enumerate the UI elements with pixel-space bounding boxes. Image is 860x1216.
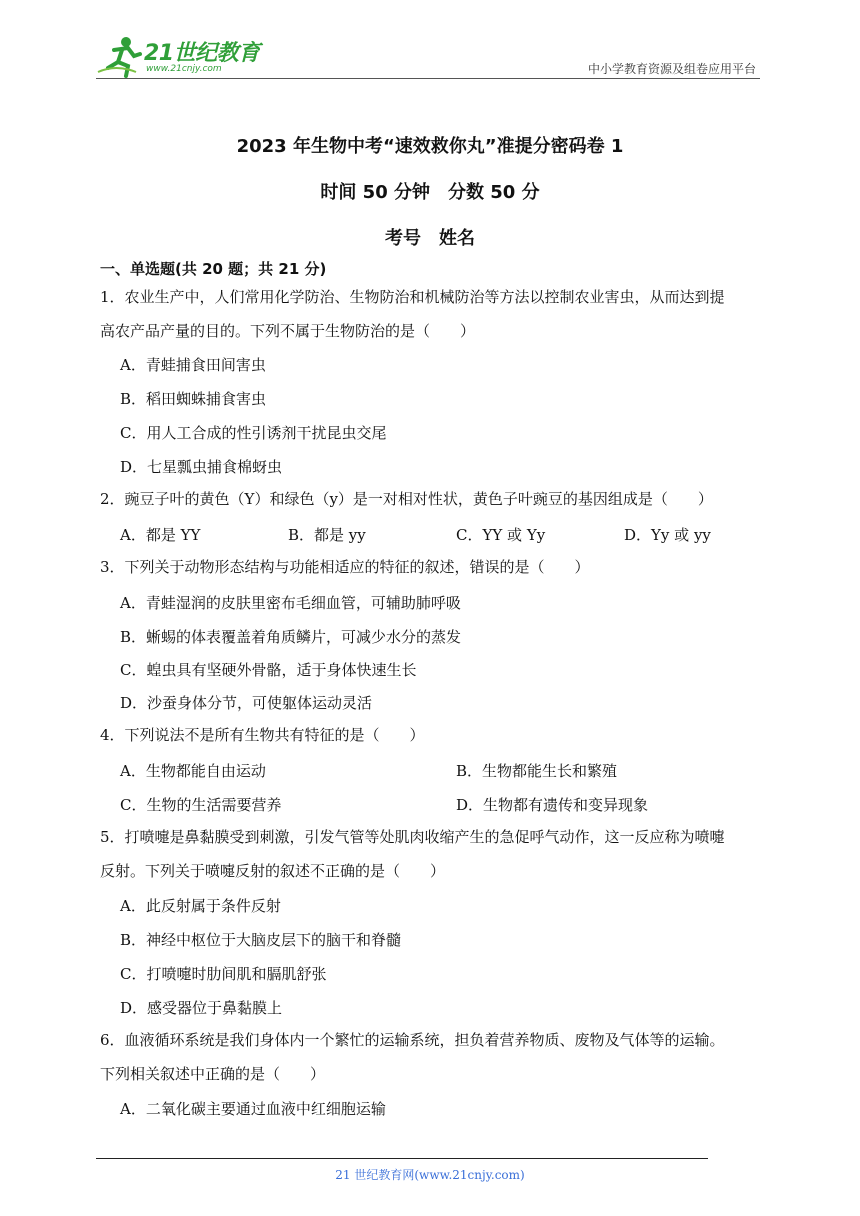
question-text: 1．农业生产中，人们常用化学防治、生物防治和机械防治等方法以控制农业害虫，从而达到提 bbox=[100, 288, 725, 306]
option-c: C．生物的生活需要营养 bbox=[120, 796, 282, 814]
option-c: C．用人工合成的性引诱剂干扰昆虫交尾 bbox=[120, 424, 387, 442]
question-1 bbox=[100, 280, 762, 348]
question-text: 2．豌豆子叶的黄色（Y）和绿色（y）是一对相对性状，黄色子叶豌豆的基因组成是（ ） bbox=[100, 490, 713, 508]
question-text: 下列相关叙述中正确的是（ ） bbox=[100, 1065, 326, 1083]
option-a: A．青蛙湿润的皮肤里密布毛细血管，可辅助肺呼吸 bbox=[120, 594, 461, 612]
option-d: D．Yy 或 yy bbox=[624, 526, 711, 544]
footer-link[interactable]: 21 世纪教育网(www.21cnjy.com) bbox=[335, 1168, 525, 1182]
option-a: A．二氧化碳主要通过血液中红细胞运输 bbox=[120, 1100, 386, 1118]
option-a: A．都是 YY bbox=[120, 526, 201, 544]
option-b: B．都是 yy bbox=[288, 526, 366, 544]
runner-logo-icon bbox=[96, 34, 144, 78]
question-3 bbox=[100, 550, 762, 584]
question-5 bbox=[100, 820, 762, 888]
option-d: D．七星瓢虫捕食棉蚜虫 bbox=[120, 458, 283, 476]
header-platform-text: 中小学教育资源及组卷应用平台 bbox=[587, 62, 756, 76]
exam-id-name: 考号 姓名 bbox=[385, 228, 475, 249]
option-a: A．青蛙捕食田间害虫 bbox=[120, 356, 266, 374]
question-text: 4．下列说法不是所有生物共有特征的是（ ） bbox=[100, 726, 425, 744]
option-c: C．YY 或 Yy bbox=[456, 526, 546, 544]
option-d: D．沙蚕身体分节，可使躯体运动灵活 bbox=[120, 694, 373, 712]
section-heading: 一、单选题(共 20 题；共 21 分) bbox=[100, 260, 327, 278]
question-text: 6．血液循环系统是我们身体内一个繁忙的运输系统，担负着营养物质、废物及气体等的运输。 bbox=[100, 1031, 725, 1049]
option-d: D．感受器位于鼻黏膜上 bbox=[120, 999, 283, 1017]
question-text: 3．下列关于动物形态结构与功能相适应的特征的叙述，错误的是（ ） bbox=[100, 558, 590, 576]
question-4 bbox=[100, 718, 762, 752]
option-b: B．生物都能生长和繁殖 bbox=[456, 762, 618, 780]
logo-text: 21世纪教育 bbox=[144, 41, 260, 66]
question-6 bbox=[100, 1023, 762, 1091]
option-b: B．稻田蜘蛛捕食害虫 bbox=[120, 390, 267, 408]
logo-url: www.21cnjy.com bbox=[146, 64, 222, 74]
option-b: B．蜥蜴的体表覆盖着角质鳞片，可减少水分的蒸发 bbox=[120, 628, 462, 646]
option-a: A．此反射属于条件反射 bbox=[120, 897, 281, 915]
option-c: C．打喷嚏时肋间肌和膈肌舒张 bbox=[120, 965, 327, 983]
question-text: 高农产品产量的目的。下列不属于生物防治的是（ ） bbox=[100, 322, 476, 340]
footer-divider bbox=[96, 1158, 708, 1159]
question-text: 5．打喷嚏是鼻黏膜受到刺激，引发气管等处肌肉收缩产生的急促呼气动作，这一反应称为喷嚏 bbox=[100, 828, 725, 846]
option-d: D．生物都有遗传和变异现象 bbox=[456, 796, 649, 814]
question-2 bbox=[100, 482, 762, 516]
option-b: B．神经中枢位于大脑皮层下的脑干和脊髓 bbox=[120, 931, 402, 949]
page-header bbox=[96, 30, 760, 80]
question-text: 反射。下列关于喷嚏反射的叙述不正确的是（ ） bbox=[100, 862, 446, 880]
header-divider bbox=[96, 78, 760, 79]
logo bbox=[96, 34, 266, 78]
option-a: A．生物都能自由运动 bbox=[120, 762, 266, 780]
option-c: C．蝗虫具有坚硬外骨骼，适于身体快速生长 bbox=[120, 661, 417, 679]
exam-title: 2023 年生物中考“速效救你丸”准提分密码卷 1 bbox=[236, 136, 624, 157]
exam-time-score: 时间 50 分钟 分数 50 分 bbox=[320, 182, 540, 203]
